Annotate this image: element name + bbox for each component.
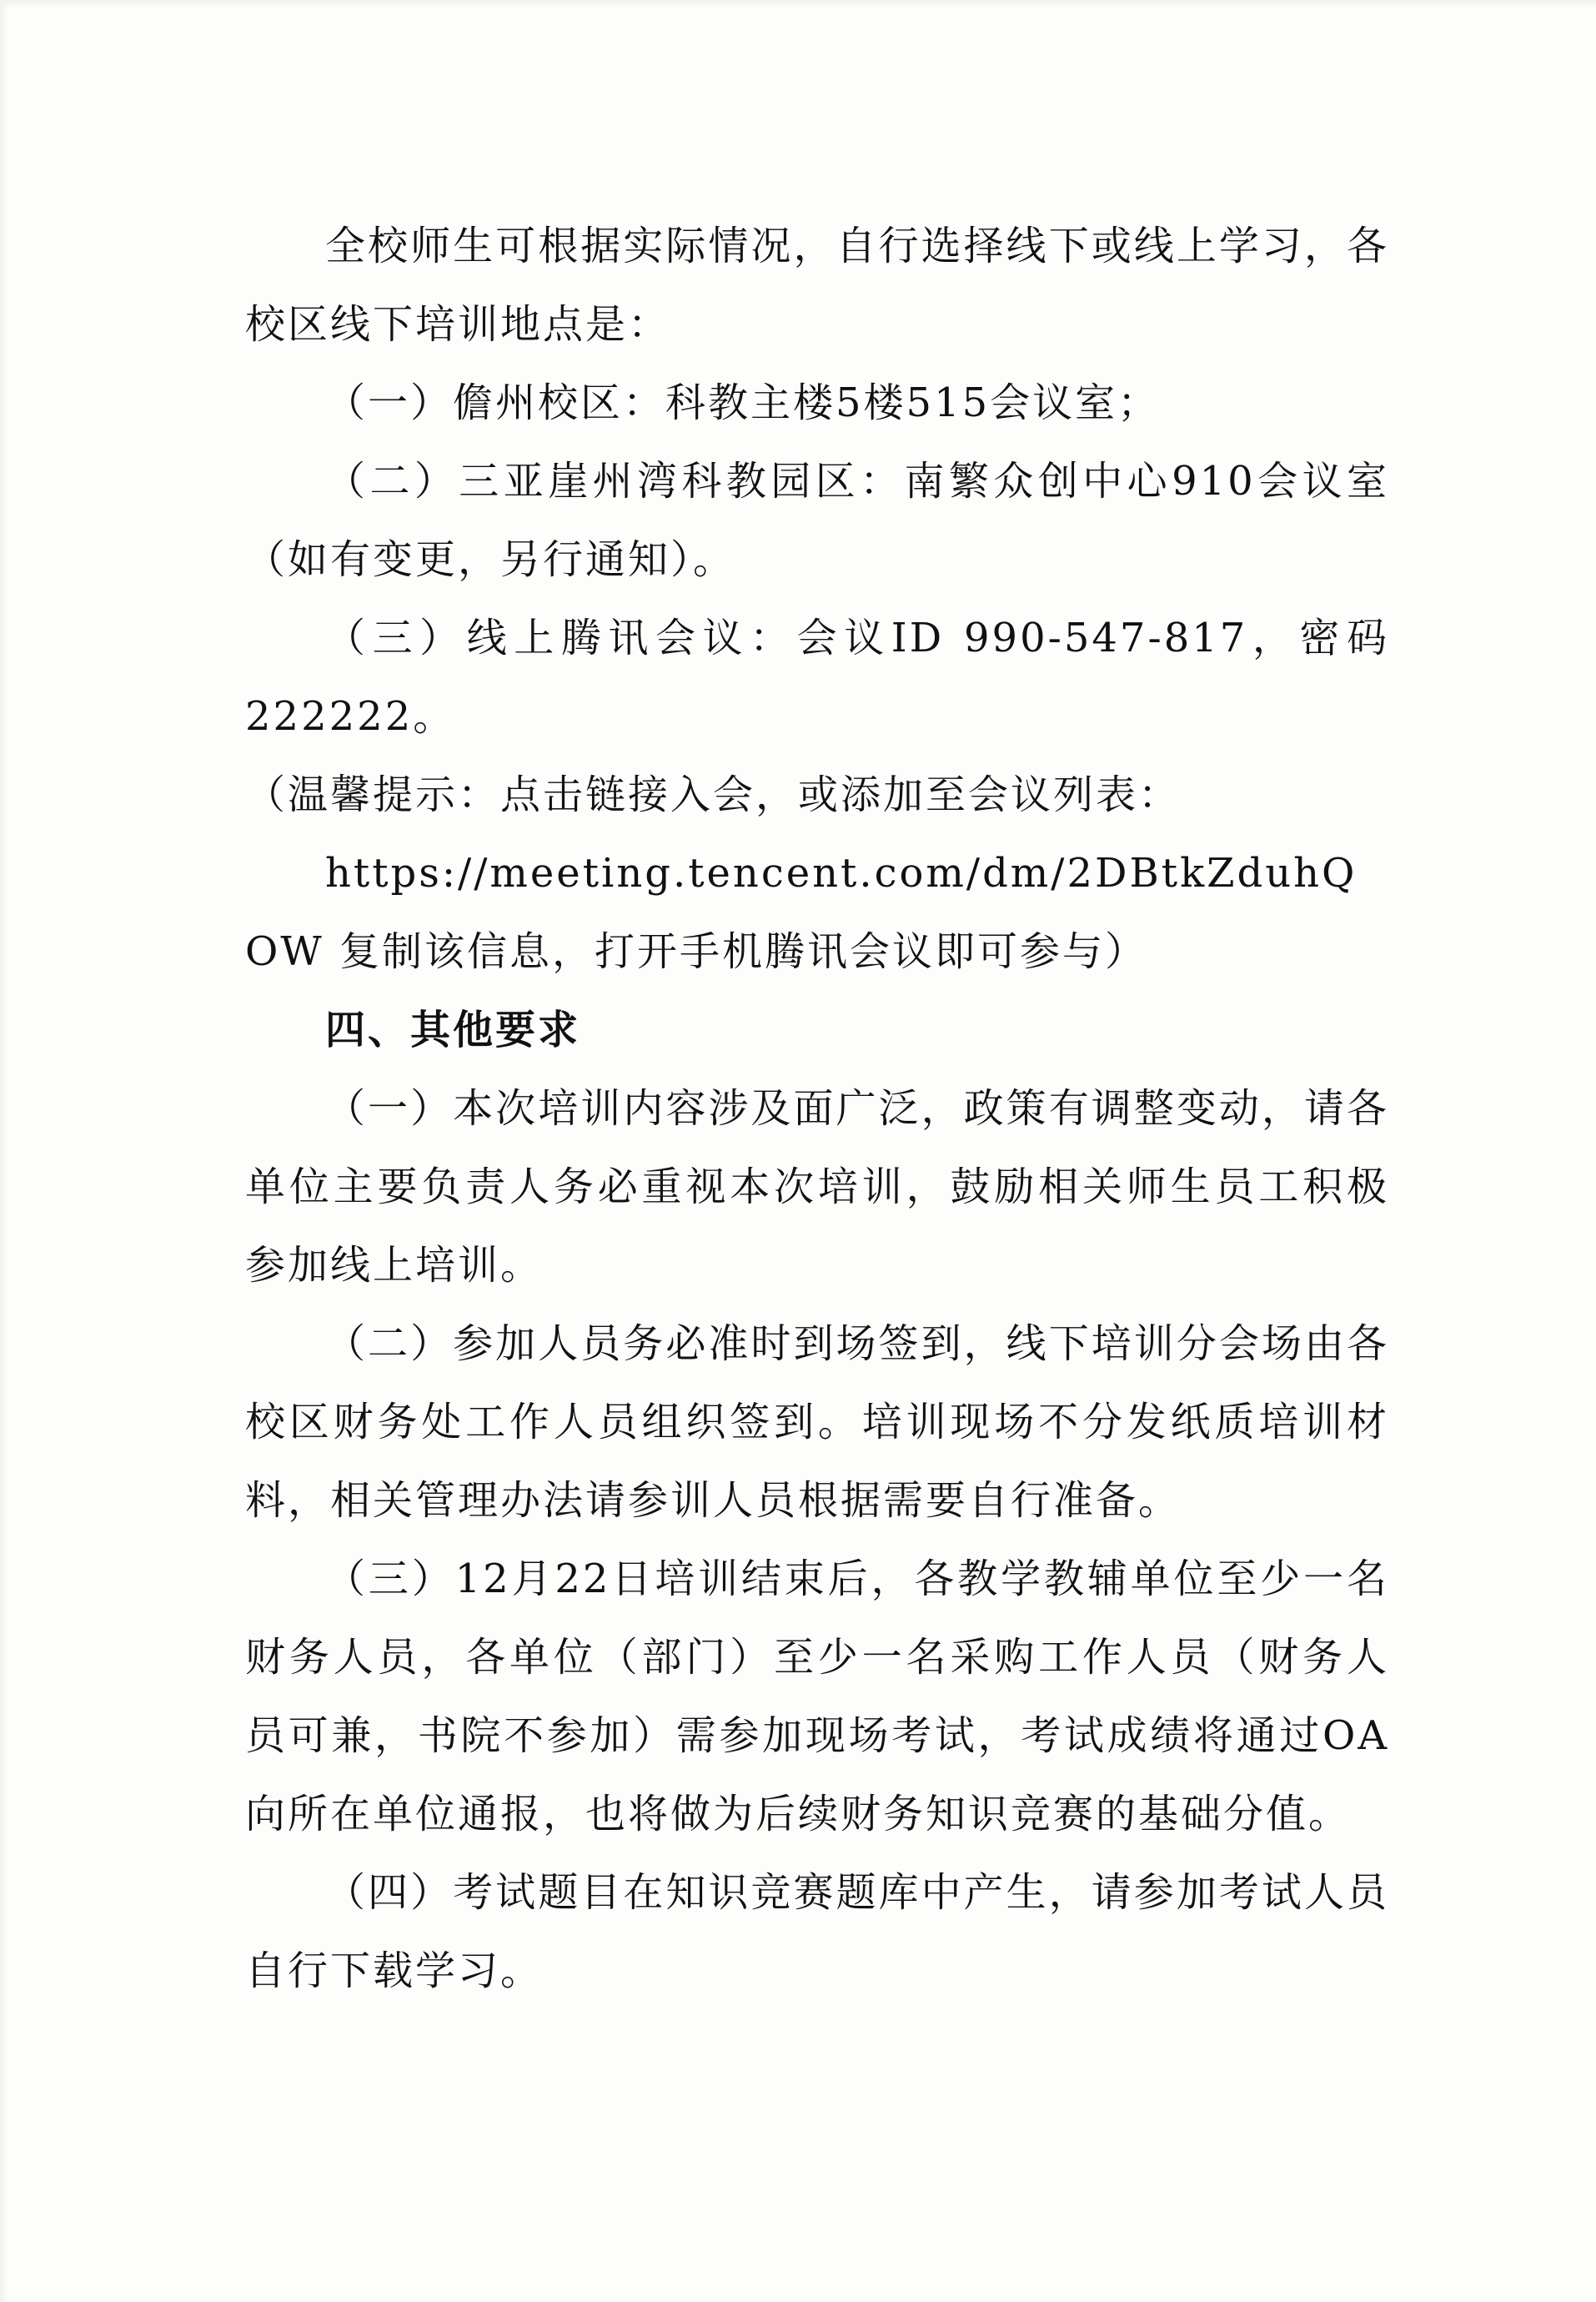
scan-edge-top xyxy=(0,0,1596,8)
paragraph-meeting-tip: （温馨提示：点击链接入会，或添加至会议列表： xyxy=(245,772,1182,818)
paragraph-requirement-1: （一）本次培训内容涉及面广泛，政策有调整变动，请各单位主要负责人务必重视本次培训，鼓励相关师生员工积极参加线上培训。 xyxy=(245,1085,1389,1289)
document-body xyxy=(245,207,1389,2010)
section-heading-other-requirements: 四、其他要求 xyxy=(325,1007,581,1053)
scan-edge-left xyxy=(0,0,8,2302)
paragraph-meeting-link: https://meeting.tencent.com/dm/2DBtkZduhQOW 复制该信息，打开手机腾讯会议即可参与） xyxy=(245,850,1358,975)
paragraph-sanya-campus: （二）三亚崖州湾科教园区：南繁众创中心910会议室（如有变更，另行通知）。 xyxy=(245,458,1389,583)
paragraph-requirement-2: （二）参加人员务必准时到场签到，线下培训分会场由各校区财务处工作人员组织签到。培训现场不分发纸质培训材料，相关管理办法请参训人员根据需要自行准备。 xyxy=(245,1320,1389,1524)
paragraph-requirement-3: （三）12月22日培训结束后，各教学教辅单位至少一名财务人员，各单位（部门）至少一名采购工作人员（财务人员可兼，书院不参加）需参加现场考试，考试成绩将通过OA向所在单位通报，也将做为后续财务知识竞赛的基础分值。 xyxy=(245,1556,1389,1837)
paragraph-study-options: 全校师生可根据实际情况，自行选择线下或线上学习，各校区线下培训地点是： xyxy=(245,223,1389,348)
paragraph-danzhou-campus: （一）儋州校区：科教主楼5楼515会议室； xyxy=(325,379,1161,426)
paragraph-requirement-4: （四）考试题目在知识竞赛题库中产生，请参加考试人员自行下载学习。 xyxy=(245,1869,1389,1994)
paragraph-online-meeting: （三）线上腾讯会议：会议ID 990-547-817，密码222222。 xyxy=(245,615,1389,740)
